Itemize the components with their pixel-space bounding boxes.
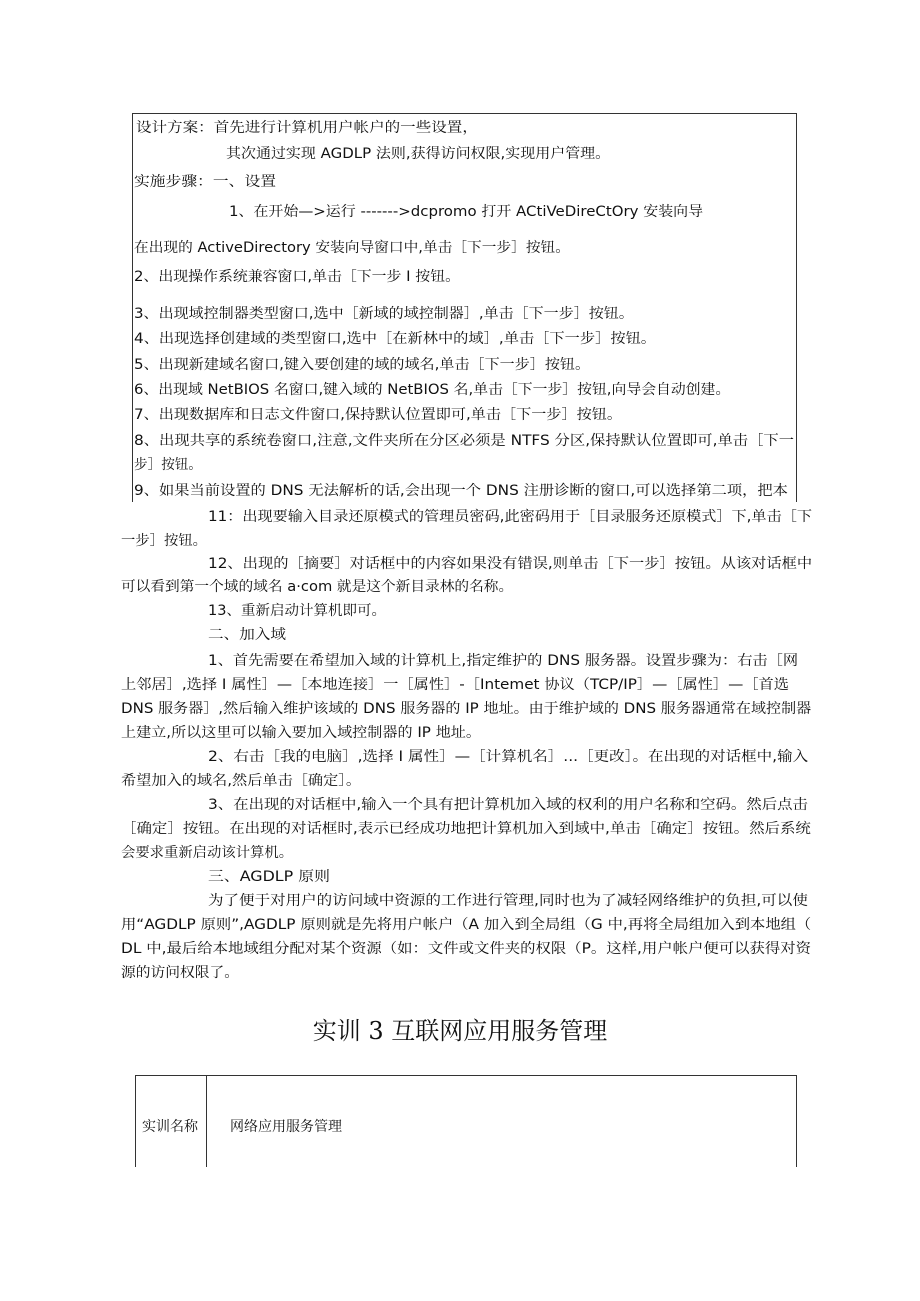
body-line-agdlp-3: DL 中,最后给本地域组分配对某个资源（如：文件或文件夹的权限（P。这样,用户帐户便可以获得对资 (121, 941, 811, 957)
body-line-step-11-cont: 一步］按钮。 (121, 533, 208, 549)
box-line-step-6: 6、出现域 NetBIOS 名窗口,键入域的 NetBIOS 名,单击［下一步］按钮,向导会自动创建。 (134, 382, 731, 398)
body-line-step-12-cont: 可以看到第一个域的域名 a·com 就是这个新目录林的名称。 (121, 579, 514, 595)
box-line-steps-heading: 实施步骤：一、设置 (134, 174, 277, 190)
body-line-agdlp-4: 源的访问权限了。 (121, 965, 240, 981)
box-line-step-9: 9、如果当前设置的 DNS 无法解析的话,会出现一个 DNS 注册诊断的窗口,可以选择第二项，把本 (134, 483, 788, 499)
body-line-join-1-d: 上建立,所以这里可以输入要加入域控制器的 IP 地址。 (121, 725, 481, 741)
body-line-join-3: 3、在出现的对话框中,输入一个具有把计算机加入域的权利的用户名称和空码。然后点击 (208, 797, 808, 813)
box-line-step-5: 5、出现新建域名窗口,键入要创建的域的域名,单击［下一步］按钮。 (134, 357, 591, 373)
box-line-step-1: 1、在开始—>运行 ------->dcpromo 打开 ACtiVeDireCtOry 安装向导 (229, 204, 704, 220)
table-column-divider (206, 1076, 207, 1167)
box-line-step-7: 7、出现数据库和日志文件窗口,保持默认位置即可,单击［下一步］按钮。 (134, 407, 622, 423)
box-line-step-2: 2、出现操作系统兼容窗口,单击［下一步 I 按钮。 (134, 269, 460, 285)
body-line-join-1: 1、首先需要在希望加入域的计算机上,指定维护的 DNS 服务器。设置步骤为：右击［网 (208, 653, 799, 669)
box-line-step-3: 3、出现域控制器类型窗口,选中［新域的域控制器］,单击［下一步］按钮。 (134, 306, 634, 322)
body-heading-join-domain: 二、加入域 (208, 627, 286, 643)
table-label-training-name: 实训名称 (142, 1119, 198, 1135)
body-line-step-12: 12、出现的［摘要］对话框中的内容如果没有错误,则单击［下一步］按钮。从该对话框中 (208, 556, 813, 572)
body-line-step-13: 13、重新启动计算机即可。 (208, 603, 387, 619)
body-line-join-2: 2、右击［我的电脑］,选择 I 属性］—［计算机名］...［更改］。在出现的对话框中,输入 (208, 749, 809, 765)
box-line-ad-wizard: 在出现的 ActiveDirectory 安装向导窗口中,单击［下一步］按钮。 (134, 240, 570, 256)
box-line-step-8-cont: 步］按钮。 (134, 457, 202, 473)
body-line-agdlp-2: 用“AGDLP 原则”,AGDLP 原则就是先将用户帐户（A 加入到全局组（G 中,再将全局组加入到本地组（ (121, 917, 812, 933)
box-line-design-plan: 设计方案：首先进行计算机用户帐户的一些设置， (136, 120, 478, 136)
body-line-join-1-b: 上邻居］,选择 I 属性］—［本地连接］一［属性］-［Intemet 协议（TCP/IP］—［属性］—［首选 (121, 677, 789, 693)
body-line-join-3-b: ［确定］按钮。在出现的对话框时,表示已经成功地把计算机加入到域中,单击［确定］按钮。然后系统 (121, 821, 811, 837)
box-line-step-8: 8、出现共享的系统卷窗口,注意,文件夹所在分区必须是 NTFS 分区,保持默认位置即可,单击［下一 (134, 433, 795, 449)
training-info-table (135, 1075, 797, 1167)
section-title: 实训 3 互联网应用服务管理 (312, 1017, 608, 1045)
body-line-step-11: 11：出现要输入目录还原模式的管理员密码,此密码用于［目录服务还原模式］下,单击［下 (208, 509, 812, 525)
box-line-step-4: 4、出现选择创建域的类型窗口,选中［在新林中的域］,单击［下一步］按钮。 (134, 331, 657, 347)
table-value-training-name: 网络应用服务管理 (230, 1119, 342, 1135)
body-heading-agdlp: 三、AGDLP 原则 (208, 869, 330, 885)
body-line-join-1-c: DNS 服务器］,然后输入维护该域的 DNS 服务器的 IP 地址。由于维护域的 DNS 服务器通常在域控制器 (121, 701, 812, 717)
body-line-join-2-cont: 希望加入的域名,然后单击［确定］。 (121, 773, 362, 789)
body-line-join-3-c: 会要求重新启动该计算机。 (121, 845, 294, 861)
body-line-agdlp-1: 为了便于对用户的访问域中资源的工作进行管理,同时也为了减轻网络维护的负担,可以使 (208, 893, 808, 909)
box-line-agdlp: 其次通过实现 AGDLP 法则,获得访问权限,实现用户管理。 (226, 146, 611, 162)
